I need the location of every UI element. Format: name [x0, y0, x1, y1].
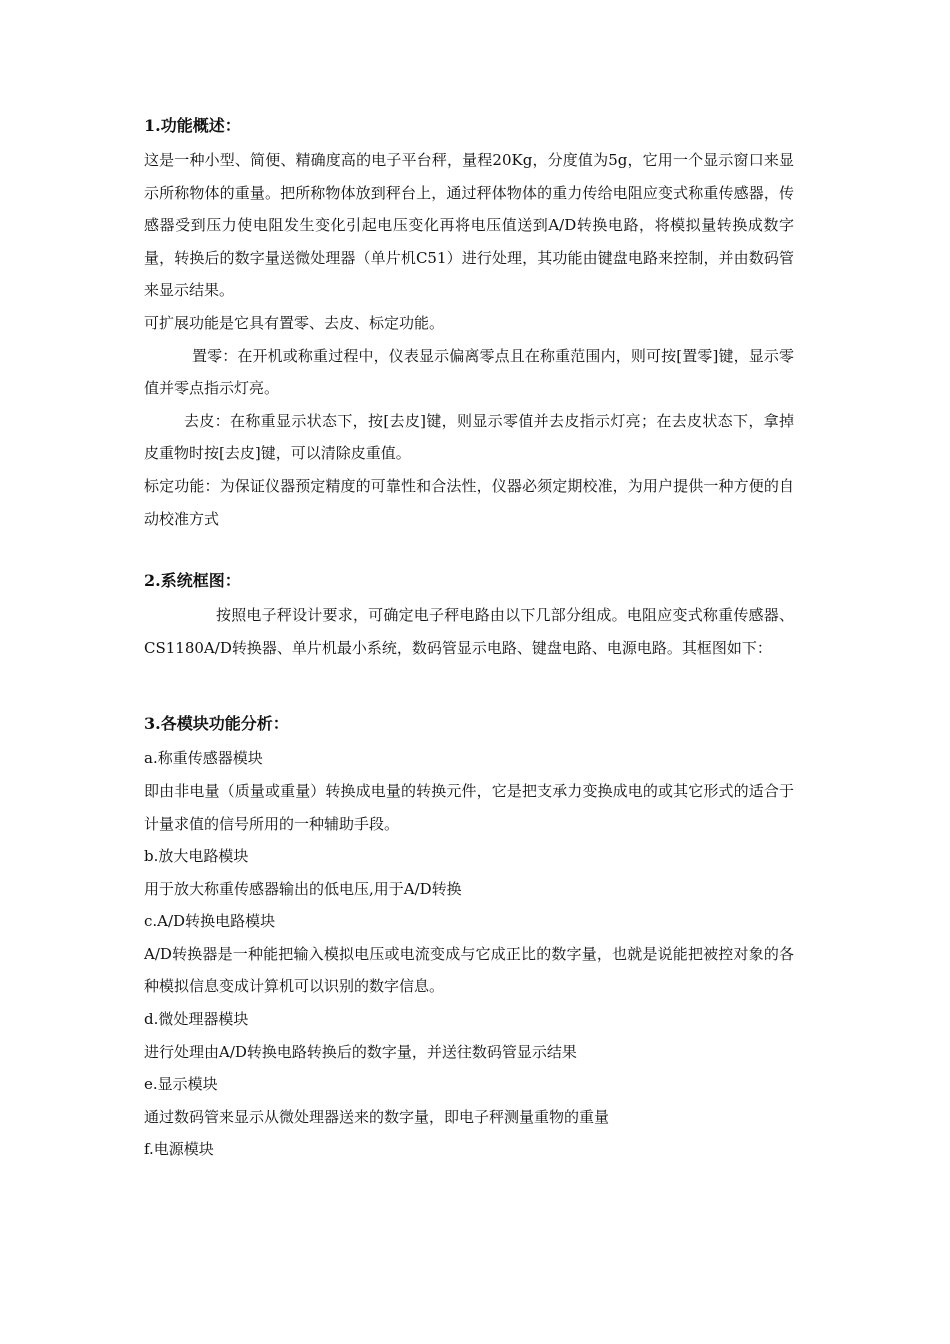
module-heading: c.A/D转换电路模块	[144, 912, 276, 931]
section-1-paragraph-overview: 这是一种小型、简便、精确度高的电子平台秤，量程20Kg，分度值为5g，它用一个显示窗口来显示所称物体的重量。把所称物体放到秤台上，通过秤体物体的重力传给电阻应变式称重传感器，传感器受到压力使电阻发生变化引起电压变化再将电压值送到A/D转换电路，将模拟量转换成数字量，转换后的数字量送微处理器（单片机C51）进行处理，其功能由键盘电路来控制，并由数码管来显示结果。	[144, 151, 794, 300]
module-heading: e.显示模块	[144, 1075, 218, 1094]
module-description: 即由非电量（质量或重量）转换成电量的转换元件，它是把支承力变换成电的或其它形式的适合于计量求值的信号所用的一种辅助手段。	[144, 781, 794, 833]
module-description: A/D转换器是一种能把输入模拟电压或电流变成与它成正比的数字量，也就是说能把被控对象的各种模拟信息变成计算机可以识别的数字信息。	[144, 944, 794, 996]
document-page	[144, 110, 794, 1166]
module-heading: d.微处理器模块	[144, 1010, 249, 1029]
module-heading: f.电源模块	[144, 1140, 214, 1159]
module-description: 通过数码管来显示从微处理器送来的数字量，即电子秤测量重物的重量	[144, 1107, 610, 1126]
section-1-paragraph-calibration: 标定功能：为保证仪器预定精度的可靠性和合法性，仪器必须定期校准，为用户提供一种方便的自动校准方式	[144, 476, 794, 528]
section-2-title: 2.系统框图：	[144, 571, 241, 591]
section-1-title: 1.功能概述：	[144, 116, 241, 135]
section-2-paragraph: 按照电子秤设计要求，可确定电子秤电路由以下几部分组成。电阻应变式称重传感器、CS1180A/D转换器、单片机最小系统，数码管显示电路、键盘电路、电源电路。其框图如下：	[144, 606, 794, 657]
module-heading: b.放大电路模块	[144, 847, 249, 866]
section-1-paragraph-extensions: 可扩展功能是它具有置零、去皮、标定功能。	[144, 313, 445, 332]
section-3-title: 3.各模块功能分析：	[144, 714, 289, 734]
section-1-paragraph-zero: 置零：在开机或称重过程中，仪表显示偏离零点且在称重范围内，则可按[置零]键，显示零值并零点指示灯亮。	[144, 346, 794, 398]
module-heading: a.称重传感器模块	[144, 749, 263, 768]
module-description: 用于放大称重传感器输出的低电压,用于A/D转换	[144, 879, 462, 898]
module-description: 进行处理由A/D转换电路转换后的数字量，并送往数码管显示结果	[144, 1042, 577, 1061]
module-list	[144, 742, 794, 1166]
section-1-paragraph-tare: 去皮：在称重显示状态下，按[去皮]键，则显示零值并去皮指示灯亮；在去皮状态下，拿掉皮重物时按[去皮]键，可以清除皮重值。	[144, 411, 794, 463]
